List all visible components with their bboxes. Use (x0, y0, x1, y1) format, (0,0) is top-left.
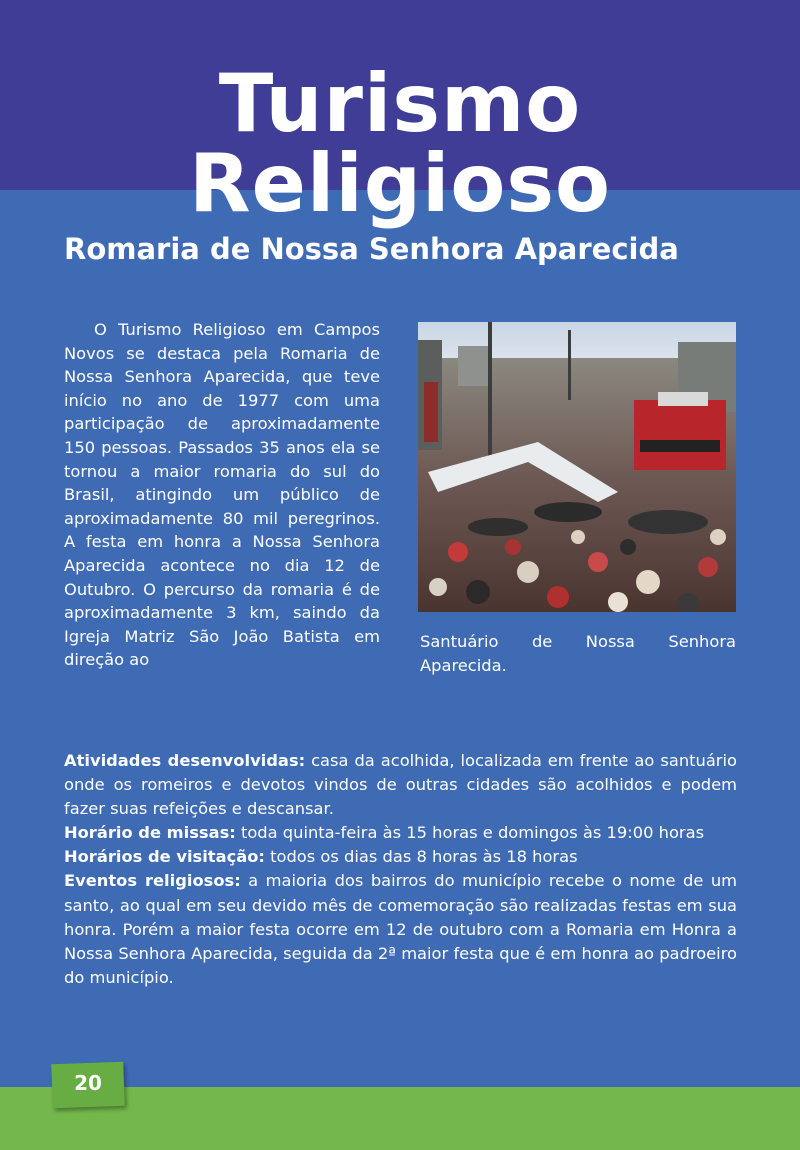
visitacao-label: Horários de visitação: (64, 847, 265, 867)
visitacao-paragraph (64, 845, 737, 869)
atividades-paragraph (64, 749, 737, 821)
photo-caption: Santuário de Nossa Senhora Aparecida. (420, 632, 736, 675)
intro-paragraph: O Turismo Religioso em Campos Novos se destaca pela Romaria de Nossa Senhora Aparecida, que teve início no ano de 1977 com uma participação de aproximadamente 150 pessoas. Passados 35 anos ela se tornou a maior romaria do sul do Brasil, atingindo um público de aproximadamente 80 mil peregrinos. A festa em honra a Nossa Senhora Aparecida acontece no dia 12 de Outubro. O percurso da romaria é de aproximadamente 3 km, saindo da Igreja Matriz São João Batista em direção ao (64, 320, 380, 670)
visitacao-text: todos os dias das 8 horas às 18 horas (264, 847, 578, 867)
crowd-photo-illustration (418, 322, 736, 612)
atividades-label: Atividades desenvolvidas: (64, 751, 306, 770)
pilgrimage-crowd-photo (418, 322, 736, 612)
missas-paragraph (64, 821, 737, 845)
atividades-text: casa da acolhida, localizada em frente ao santuário onde os romeiros e devotos vindos de outras cidades são acolhidos e podem fazer suas refeições e descansar. (64, 751, 737, 819)
eventos-text: a maioria dos bairros do município recebe o nome de um santo, ao qual em seu devido mês de comemoração são realizadas festas em sua honra. Porém a maior festa ocorre em 12 de outubro com a Romaria em Honra a Nossa Senhora Aparecida, seguida da 2ª maior festa que é em honra ao padroeiro do município. (64, 871, 737, 987)
missas-label: Horário de missas: (64, 823, 236, 843)
missas-text: toda quinta-feira às 15 horas e domingos às 19:00 horas (235, 823, 705, 843)
eventos-label: Eventos religiosos: (64, 871, 241, 891)
details-block (64, 749, 737, 990)
page-number: 20 (74, 1071, 102, 1095)
eventos-paragraph (64, 869, 737, 989)
section-subtitle: Romaria de Nossa Senhora Aparecida (64, 232, 679, 266)
page-title: Turismo Religioso (189, 57, 611, 230)
